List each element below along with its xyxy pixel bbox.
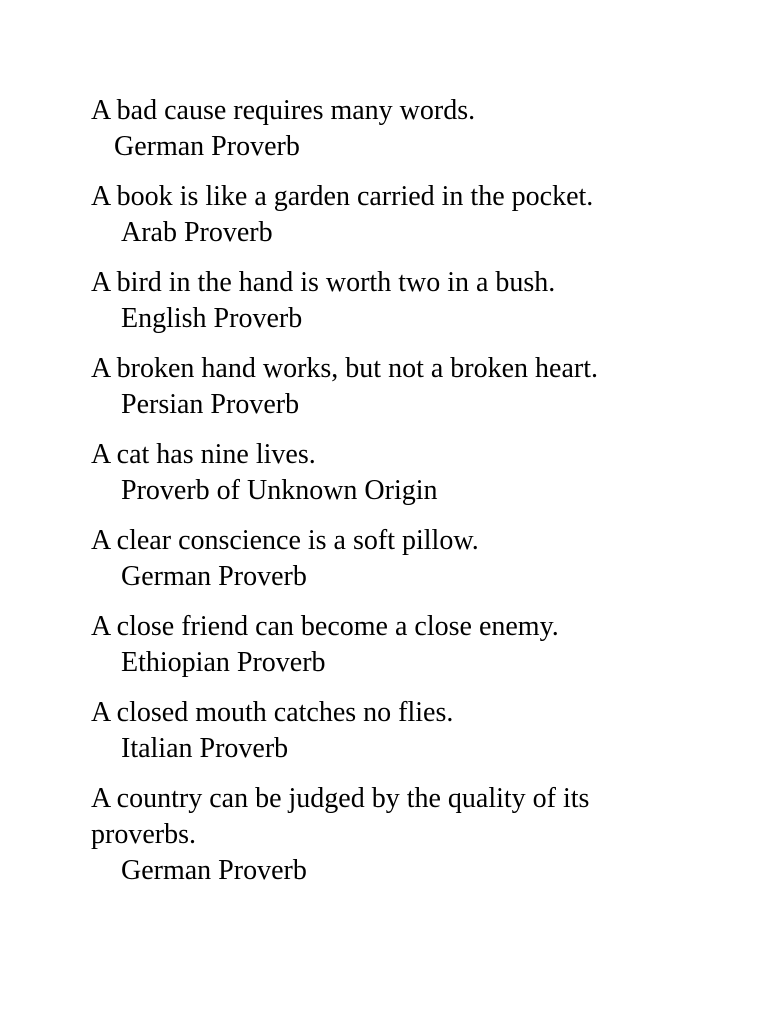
proverb-entry	[91, 781, 691, 889]
proverb-quote: A country can be judged by the quality of its proverbs.	[91, 783, 590, 850]
proverb-origin: English Proverb	[121, 303, 303, 334]
proverb-entry	[91, 523, 691, 595]
proverb-entry	[91, 609, 691, 681]
proverb-quote: A bad cause requires many words.	[91, 95, 476, 126]
proverb-origin: Italian Proverb	[121, 733, 289, 764]
proverb-entry	[91, 351, 691, 423]
proverb-quote: A cat has nine lives.	[91, 439, 316, 470]
proverb-entry	[91, 695, 691, 767]
proverb-list	[91, 93, 691, 903]
proverb-entry	[91, 93, 691, 165]
proverb-origin: German Proverb	[114, 131, 300, 162]
proverb-quote: A clear conscience is a soft pillow.	[91, 525, 479, 556]
proverb-origin: German Proverb	[121, 855, 307, 886]
proverb-quote: A closed mouth catches no flies.	[91, 697, 454, 728]
proverb-entry	[91, 437, 691, 509]
proverb-origin: Proverb of Unknown Origin	[121, 475, 438, 506]
proverb-quote: A close friend can become a close enemy.	[91, 611, 559, 642]
proverb-entry	[91, 179, 691, 251]
proverb-quote: A book is like a garden carried in the pocket.	[91, 181, 594, 212]
proverb-quote: A broken hand works, but not a broken heart.	[91, 353, 598, 384]
proverb-origin: Persian Proverb	[121, 389, 300, 420]
proverb-quote: A bird in the hand is worth two in a bush.	[91, 267, 556, 298]
proverb-origin: Ethiopian Proverb	[121, 647, 326, 678]
proverb-entry	[91, 265, 691, 337]
proverb-origin: Arab Proverb	[121, 217, 273, 248]
proverb-origin: German Proverb	[121, 561, 307, 592]
